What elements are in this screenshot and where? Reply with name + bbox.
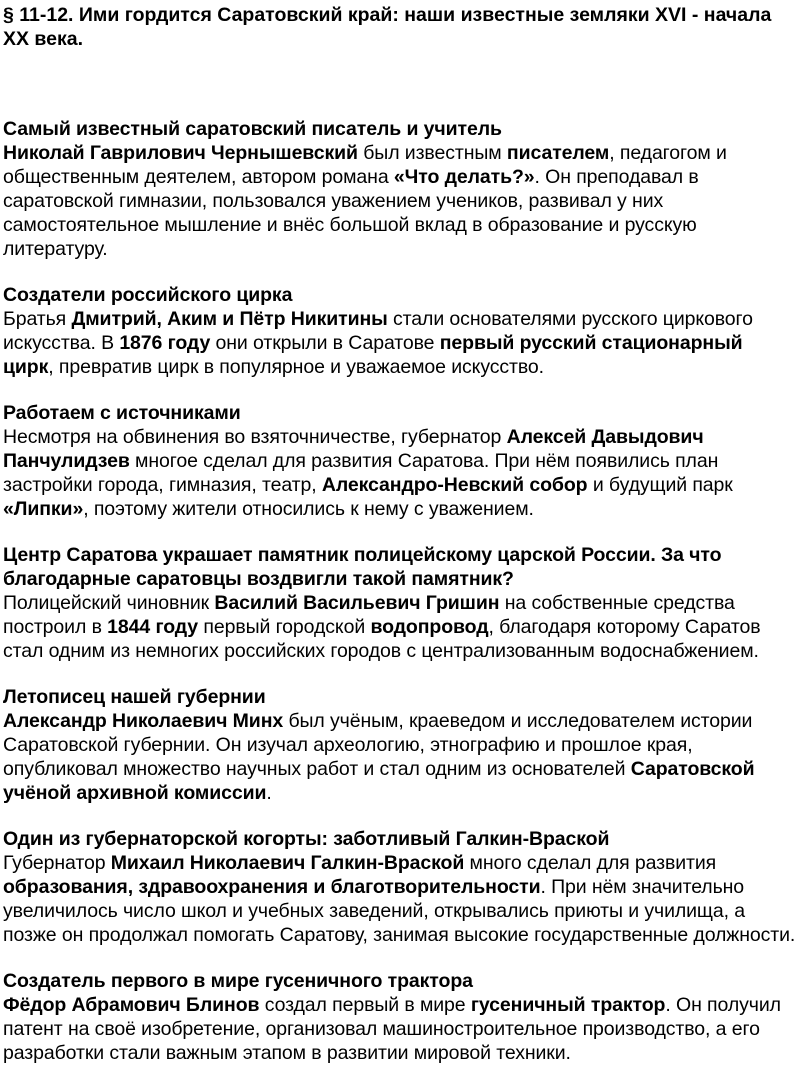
section-heading: Центр Саратова украшает памятник полицейскому царской России. За что благодарные саратовцы воздвигли такой памятник? [3, 544, 722, 590]
section-body [3, 141, 800, 261]
section-grishin-monument [3, 543, 800, 663]
section-chernyshevsky [3, 117, 800, 261]
section-heading: Создатель первого в мире гусеничного трактора [3, 970, 473, 992]
body-text: Губернатор [3, 852, 111, 874]
emphasized-text: 1876 году [119, 332, 211, 354]
body-text: Полицейский чиновник [3, 592, 215, 614]
sections-list [3, 117, 800, 1065]
section-heading: Создатели российского цирка [3, 284, 293, 306]
emphasized-text: Василий Васильевич Гришин [214, 592, 500, 614]
emphasized-text: Саратовской учёной архивной комиссии [3, 758, 755, 804]
body-text: они открыли в Саратове [210, 332, 440, 354]
body-text: многое сделал для развития Саратова. При нём появились план застройки города, гимназия, театр, [3, 450, 719, 496]
body-text: . [266, 782, 272, 804]
emphasized-text: образования, здравоохранения и благотворительности [3, 876, 541, 898]
section-body [3, 425, 800, 521]
emphasized-text: Николай Гаврилович Чернышевский [3, 142, 358, 164]
body-text: , поэтому жители относились к нему с уважением. [83, 498, 534, 520]
body-text: был известным [357, 142, 507, 164]
emphasized-text: Фёдор Абрамович Блинов [3, 994, 260, 1016]
page-title: § 11-12. Ими гордится Саратовский край: наши известные земляки XVI - начала XX века. [3, 4, 772, 50]
body-text: . Он преподавал в саратовской гимназии, пользовался уважением учеников, развивал у них самостоятельное мышление и внёс большой вклад в образование и русскую литературу. [3, 166, 699, 260]
section-heading: Летописец нашей губернии [3, 686, 266, 708]
body-text: , превратив цирк в популярное и уважаемое искусство. [48, 356, 544, 378]
emphasized-text: Александр Николаевич Минх [3, 710, 284, 732]
emphasized-text: Дмитрий, Аким и Пётр Никитины [71, 308, 388, 330]
emphasized-text: Александро-Невский собор [321, 474, 588, 496]
body-text: на собственные средства построил в [3, 592, 735, 638]
emphasized-text: первый русский стационарный цирк [3, 332, 743, 378]
body-text: , благодаря которому Саратов стал одним из немногих российских городов с централизованным водоснабжением. [3, 616, 761, 662]
body-text: , педагогом и общественным деятелем, автором романа [3, 142, 727, 188]
body-text: Братья [3, 308, 72, 330]
section-body [3, 993, 800, 1065]
section-heading: Работаем с источниками [3, 402, 241, 424]
body-text: первый городской [198, 616, 371, 638]
emphasized-text: гусеничный трактор [470, 994, 666, 1016]
section-galkin-vraskoy [3, 827, 800, 947]
body-text: Несмотря на обвинения во взяточничестве, губернатор [3, 426, 507, 448]
body-text: был учёным, краеведом и исследователем истории Саратовской губернии. Он изучал археологию, этнографию и прошлое края, опубликовал множество научных работ и стал одним из основателей [3, 710, 753, 780]
emphasized-text: Алексей Давыдович Панчулидзев [3, 426, 704, 472]
body-text: создал первый в мире [259, 994, 471, 1016]
section-body [3, 307, 800, 379]
section-body [3, 709, 800, 805]
emphasized-text: водопровод [370, 616, 489, 638]
body-text: и будущий парк [587, 474, 733, 496]
body-text: стали основателями русского циркового искусства. В [3, 308, 753, 354]
body-text: . Он получил патент на своё изобретение, организовал машиностроительное производство, а его разработки стали важным этапом в развитии мировой техники. [3, 994, 781, 1064]
section-body [3, 851, 800, 947]
section-blinov-tractor [3, 969, 800, 1065]
body-text: много сделал для развития [464, 852, 717, 874]
emphasized-text: 1844 году [107, 616, 199, 638]
section-body [3, 591, 800, 663]
body-text: . При нём значительно увеличилось число школ и учебных заведений, открывались приюты и училища, а позже он продолжал помогать Саратову, занимая высокие государственные должности. [3, 876, 796, 946]
section-minkh [3, 685, 800, 805]
section-heading: Самый известный саратовский писатель и учитель [3, 118, 502, 140]
section-sources-panchulidzev [3, 401, 800, 521]
emphasized-text: писателем [506, 142, 610, 164]
section-nikitin-circus [3, 283, 800, 379]
emphasized-text: Михаил Николаевич Галкин-Враской [110, 852, 465, 874]
emphasized-text: «Что делать?» [393, 166, 535, 188]
section-heading: Один из губернаторской когорты: заботливый Галкин-Враской [3, 828, 610, 850]
emphasized-text: «Липки» [3, 498, 84, 520]
